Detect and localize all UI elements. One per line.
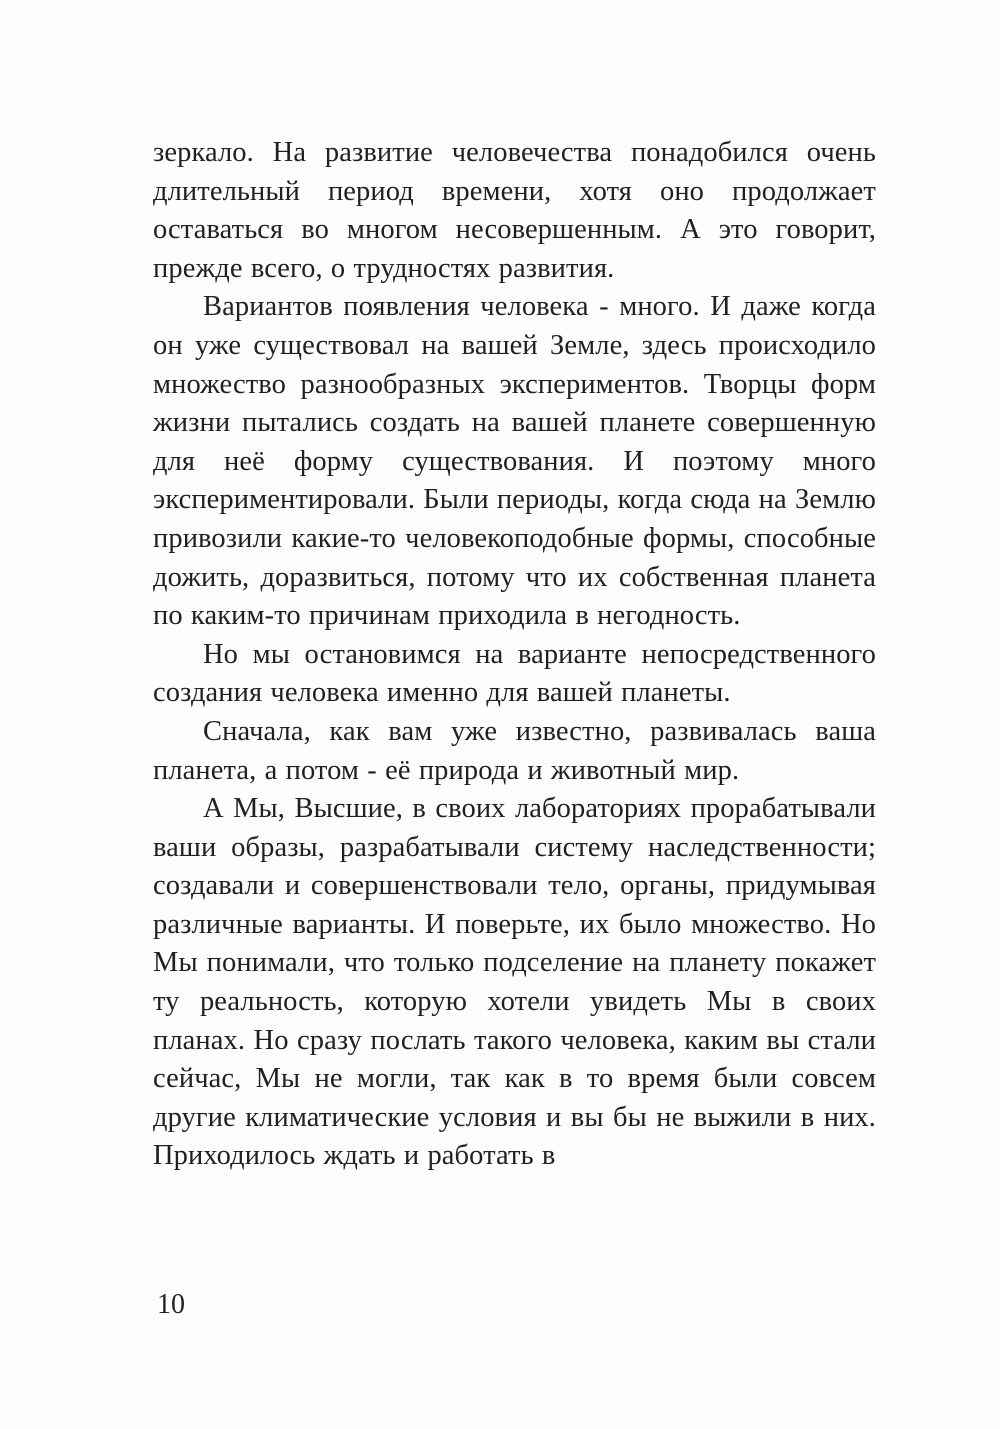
paragraph: Но мы остановимся на варианте непосредственного создания человека именно для вашей планеты.: [153, 638, 876, 709]
text-column: [153, 134, 876, 1176]
paragraph-continuation: зеркало. На развитие человечества понадобился очень длительный период времени, хотя оно продолжает оставаться во многом несовершенным. А это говорит, прежде всего, о трудностях развития.: [153, 137, 876, 284]
page-number: 10: [157, 1289, 185, 1320]
paragraph: Вариантов появления человека - много. И даже когда он уже существовал на вашей Земле, здесь происходило множество разнообразных экспериментов. Творцы форм жизни пытались создать на вашей планете совершенную для неё форму существования. И поэтому много экспериментировали. Были периоды, когда сюда на Землю привозили какие-то человекоподобные формы, способные дожить, доразвиться, потому что их собственная планета по каким-то причинам приходила в негодность.: [153, 291, 876, 632]
paragraph: А Мы, Высшие, в своих лабораториях прорабатывали ваши образы, разрабатывали систему наследственности; создавали и совершенствовали тело, органы, придумывая различные варианты. И поверьте, их было множество. Но Мы понимали, что только подселение на планету покажет ту реальность, которую хотели увидеть Мы в своих планах. Но сразу послать такого человека, каким вы стали сейчас, Мы не могли, так как в то время были совсем другие климатические условия и вы бы не выжили в них. Приходилось ждать и работать в: [153, 793, 876, 1172]
paragraph: Сначала, как вам уже известно, развивалась ваша планета, а потом - её природа и животный мир.: [153, 715, 876, 786]
